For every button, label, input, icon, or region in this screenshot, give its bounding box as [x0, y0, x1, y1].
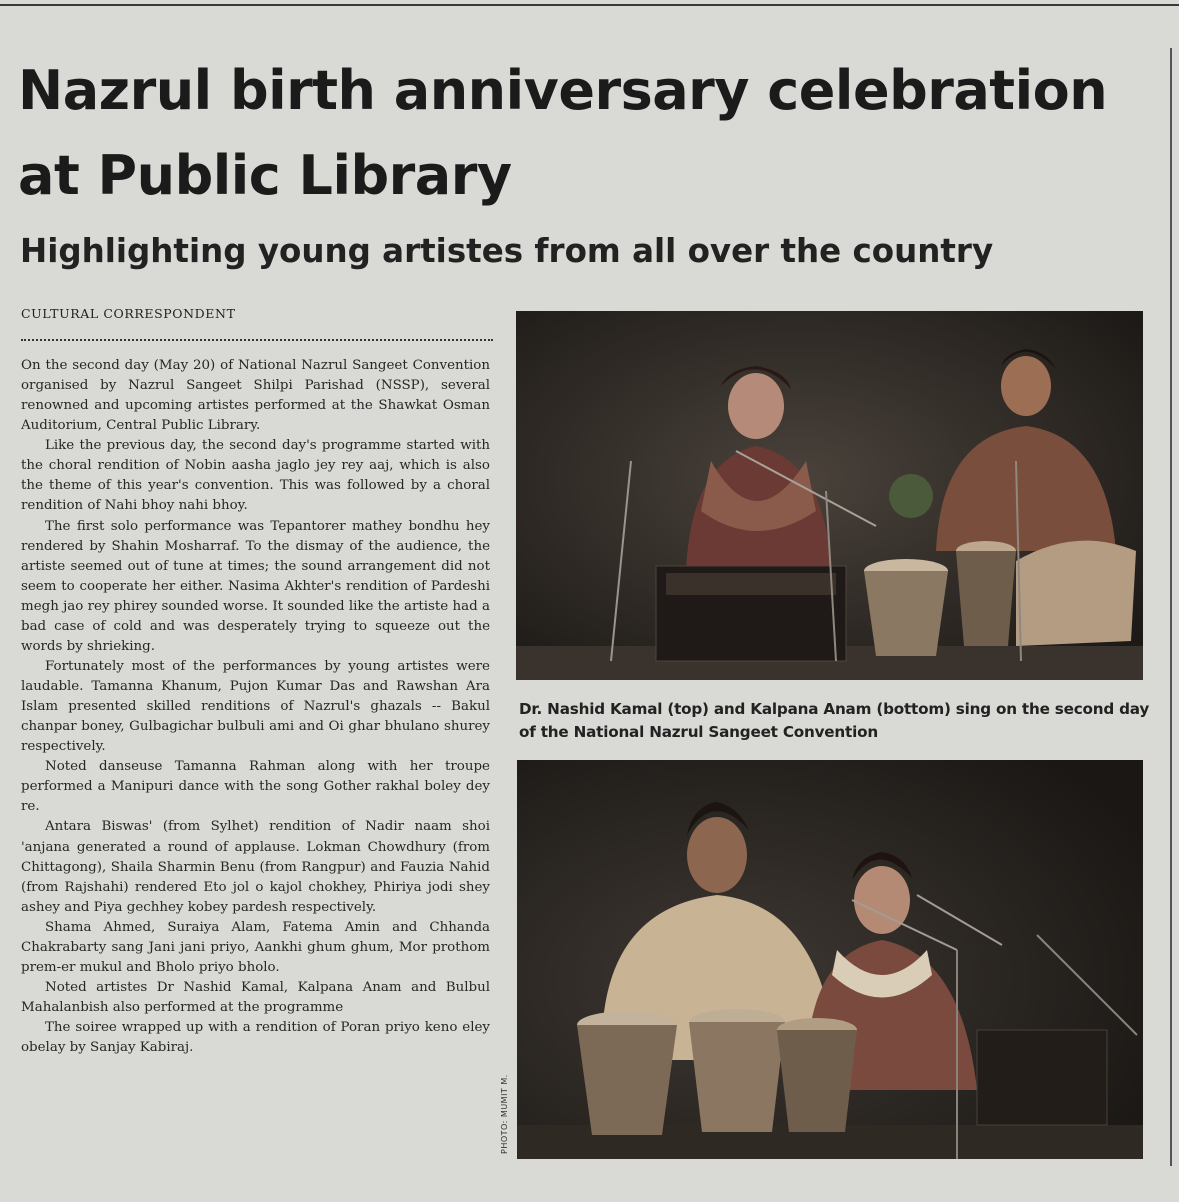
top-rule — [0, 4, 1179, 6]
paragraph: Noted danseuse Tamanna Rahman along with her troupe performed a Manipuri dance with the song Gother rakhal boley dey re. — [21, 759, 490, 815]
photo-caption: Dr. Nashid Kamal (top) and Kalpana Anam (bottom) sing on the second day of the National Nazrul Sangeet Convention — [519, 700, 1150, 741]
photo-bottom-image — [517, 760, 1143, 1159]
paragraph: The first solo performance was Tepantorer mathey bondhu hey rendered by Shahin Mosharraf. To the dismay of the audience, the artiste seemed out of tune at times; the sound arrangement did not seem to cooperate her either. Nasima Akhter's rendition of Pardeshi megh jao rey phirey sounded worse. It sounded like the artiste had a bad case of cold and was desperately trying to squeeze out the words by shrieking. — [21, 518, 490, 654]
paragraph: On the second day (May 20) of National Nazrul Sangeet Convention organised by Nazrul Sangeet Shilpi Parishad (NSSP), several renowned and upcoming artistes performed at the Shawkat Osman Auditorium, Central Public Library. — [21, 358, 490, 434]
paragraph: Antara Biswas' (from Sylhet) rendition of Nadir naam shoi 'anjana generated a round of applause. Lokman Chowdhury (from Chittagong), Shaila Sharmin Benu (from Rangpur) and Fauzia Nahid (from Rajshahi) rendered Eto jol o kajol chokhey, Phiriya jodi shey ashey and Piya gechhey kobey pardesh respectively. — [21, 819, 490, 915]
paragraph: Noted artistes Dr Nashid Kamal, Kalpana Anam and Bulbul Mahalanbish also performed at the programme — [21, 979, 490, 1015]
byline-dotted-rule — [21, 339, 493, 341]
paragraph: The soiree wrapped up with a rendition of Poran priyo keno eley obelay by Sanjay Kabiraj. — [21, 1020, 490, 1056]
byline: CULTURAL CORRESPONDENT — [21, 306, 236, 321]
paragraph: Shama Ahmed, Suraiya Alam, Fatema Amin and Chhanda Chakrabarty sang Jani jani priyo, Aankhi ghum ghum, Mor prothom prem-er mukul and Bholo priyo bholo. — [21, 919, 490, 975]
photo-top-image — [516, 311, 1143, 680]
article-headline: Nazrul birth anniversary celebration at Public Library — [18, 59, 1108, 207]
photo-top-performers — [516, 311, 1143, 680]
paragraph: Fortunately most of the performances by young artistes were laudable. Tamanna Khanum, Pujon Kumar Das and Rawshan Ara Islam presented skilled renditions of Nazrul's ghazals -- Bakul chanpar boney, Gulbagichar bulbuli ami and Oi ghar bhulano shurey respectively. — [21, 658, 490, 755]
photo-credit: PHOTO: MUMIT M. — [500, 1074, 509, 1154]
column-divider — [1170, 48, 1172, 1166]
article-body — [21, 356, 490, 1058]
photo-bottom-performers — [517, 760, 1143, 1159]
article-subheadline: Highlighting young artistes from all over the country — [20, 232, 994, 270]
paragraph: Like the previous day, the second day's programme started with the choral rendition of Nobin aasha jaglo jey rey aaj, which is also the theme of this year's convention. This was followed by a choral rendition of Nahi bhoy nahi bhoy. — [21, 438, 490, 514]
